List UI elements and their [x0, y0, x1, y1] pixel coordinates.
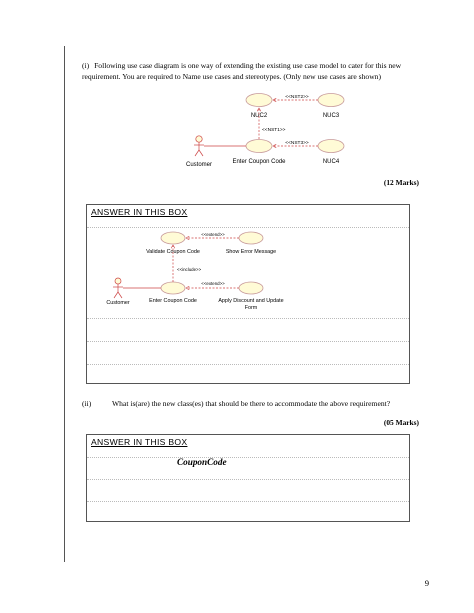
ruled-line	[87, 341, 409, 342]
ruled-line	[87, 364, 409, 365]
nuc3-label: NUC3	[322, 113, 340, 119]
apply-discount-label-line2: Form	[244, 305, 258, 311]
question-use-case-diagram	[0, 0, 474, 200]
answer-class-name: CouponCode	[177, 457, 227, 467]
ruled-line	[87, 457, 409, 458]
extend-bottom-label: <<extend>>	[201, 281, 225, 286]
apply-discount-ellipse	[239, 282, 263, 294]
question-ii-label: (ii)	[82, 399, 92, 408]
customer-actor-icon	[113, 278, 123, 298]
ruled-line	[87, 479, 409, 480]
extend-top-label: <<extend>>	[201, 232, 225, 237]
include-label: <<include>>	[177, 267, 202, 272]
question-ii-text: What is(are) the new class(es) that should be there to accommodate the above requirement?	[112, 399, 391, 408]
customer-label: Customer	[185, 162, 213, 168]
question-i-label: (i)	[82, 61, 90, 70]
answer-use-case-diagram	[87, 205, 409, 325]
validate-label: Validate Coupon Code	[146, 249, 200, 255]
nst3-label: <<NST3>>	[285, 141, 309, 146]
enter-coupon-ellipse	[246, 140, 272, 153]
nuc4-ellipse	[318, 140, 344, 153]
validate-ellipse	[161, 232, 185, 244]
question-ii-marks: (05 Marks)	[383, 418, 419, 427]
nuc2-ellipse	[246, 94, 272, 107]
answer-box-2[interactable]	[86, 434, 410, 522]
answer-box-2-heading: ANSWER IN THIS BOX	[91, 437, 188, 447]
question-ii	[82, 399, 432, 408]
nuc4-label: NUC4	[322, 159, 340, 165]
question-i-marks: (12 Marks)	[383, 178, 419, 187]
customer-actor-icon	[194, 136, 204, 156]
enter-coupon-ellipse	[161, 282, 185, 294]
question-i-text: Following use case diagram is one way of extending the existing use case model to cater for this new requirement. You are required to Name use cases and stereotypes. (Only new use cases are shown)	[82, 61, 402, 82]
enter-coupon-label: Enter Coupon Code	[232, 159, 286, 165]
ruled-line	[87, 501, 409, 502]
nst1-label: <<NST1>>	[262, 128, 286, 133]
nuc3-ellipse	[318, 94, 344, 107]
show-error-label: Show Error Message	[225, 249, 277, 255]
page-number: 9	[424, 578, 429, 588]
apply-discount-label: Apply Discount and Update	[218, 298, 284, 304]
enter-coupon-label: Enter Coupon Code	[149, 298, 197, 304]
customer-label: Customer	[106, 300, 130, 306]
answer-box-1[interactable]	[86, 204, 410, 384]
nst2-label: <<NST2>>	[285, 95, 309, 100]
show-error-ellipse	[239, 232, 263, 244]
answer-box-1-heading: ANSWER IN THIS BOX	[91, 207, 188, 217]
nuc2-label: NUC2	[250, 113, 268, 119]
